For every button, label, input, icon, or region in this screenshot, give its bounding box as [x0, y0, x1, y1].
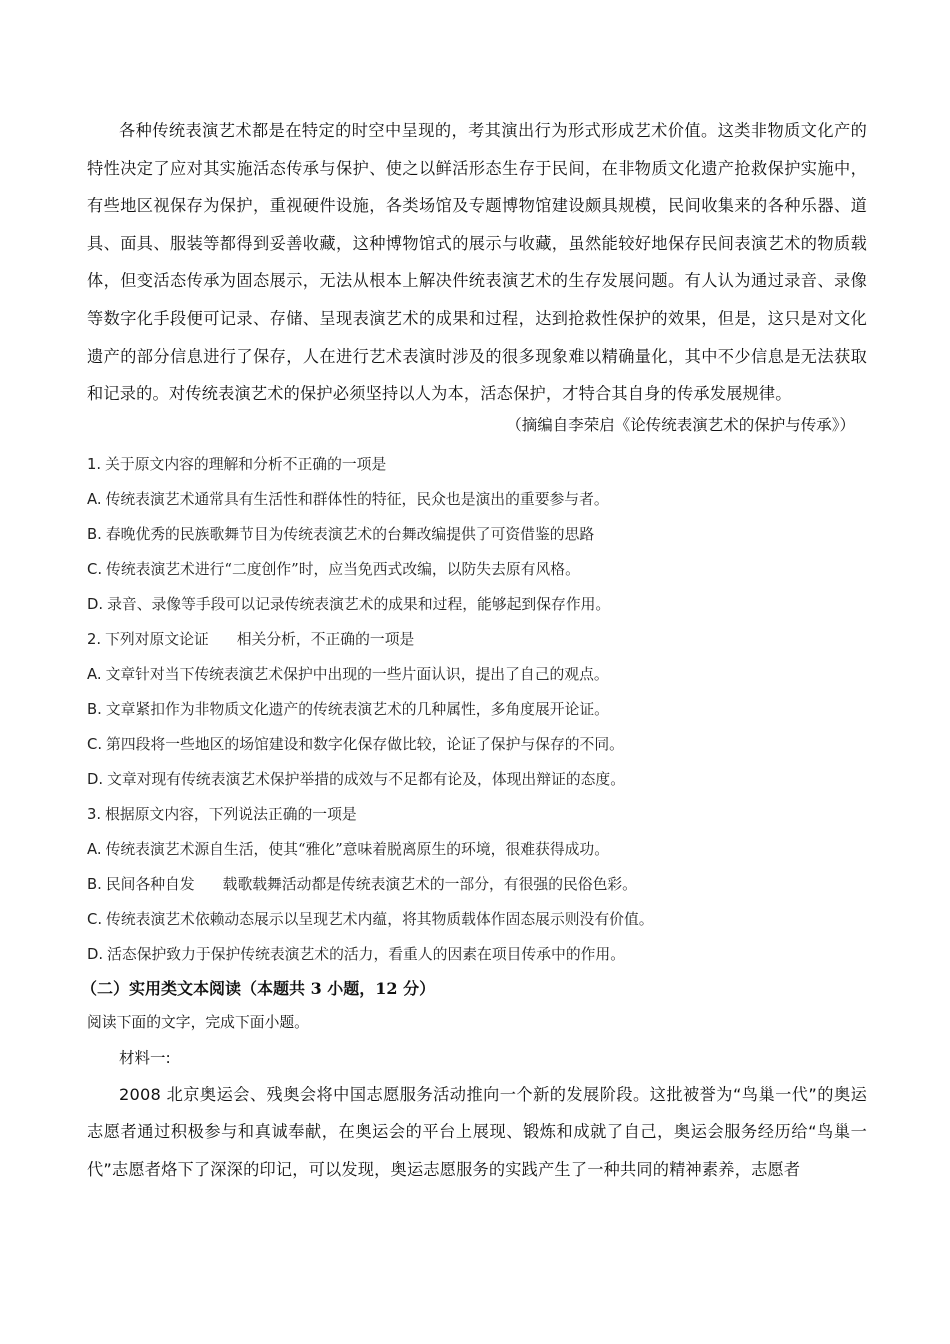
material-label: 材料一: [119, 1048, 171, 1067]
option-b [87, 517, 867, 552]
question-3 [87, 797, 867, 972]
option-label: A. [87, 840, 102, 858]
option-text: 传统表演艺术依赖动态展示以呈现艺术内蕴，将其物质载体作固态展示则没有价值。 [106, 910, 654, 928]
passage-paragraph: 各种传统表演艺术都是在特定的时空中呈现的，考其演出行为形式形成艺术价值。这类非物质文化产的特性决定了应对其实施活态传承与保护、使之以鲜活形态生存于民间，在非物质文化遗产抢救保护实施中，有些地区视保存为保护，重视硬件设施，各类场馆及专题博物馆建设颇具规模，民间收集来的各种乐器、道具、面具、服装等都得到妥善收藏，这种博物馆式的展示与收藏，虽然能较好地保存民间表演艺术的物质载体，但变活态传承为固态展示，无法从根本上解决件统表演艺术的生存发展问题。有人认为通过录音、录像等数字化手段便可记录、存储、呈现表演艺术的成果和过程，达到抢救性保护的效果，但是，这只是对文化遗产的部分信息进行了保存，人在进行艺术表演时涉及的很多现象难以精确量化，其中不少信息是无法获取和记录的。对传统表演艺术的保护必须坚持以人为本，活态保护，才特合其自身的传承发展规律。 [87, 121, 867, 404]
option-a [87, 482, 867, 517]
option-text: 录音、录像等手段可以记录传统表演艺术的成果和过程，能够起到保存作用。 [107, 595, 611, 613]
passage-source: （摘编自李荣启《论传统表演艺术的保护与传承》） [506, 415, 855, 434]
option-b [87, 692, 867, 727]
option-text: 传统表演艺术通常具有生活性和群体性的特征，民众也是演出的重要参与者。 [105, 490, 609, 508]
option-c [87, 727, 867, 762]
option-label: D. [87, 770, 104, 788]
option-a [87, 832, 867, 867]
option-text: 文章紧扣作为非物质文化遗产的传统表演艺术的几种属性，多角度展开论证。 [105, 700, 609, 718]
question-stem-text-a: 下列对原文论证 [105, 630, 209, 648]
section-instruction: 阅读下面的文字，完成下面小题。 [87, 1013, 309, 1031]
option-label: C. [87, 910, 103, 928]
question-number: 2. [87, 630, 102, 648]
option-label: C. [87, 735, 103, 753]
question-2 [87, 622, 867, 797]
question-1 [87, 447, 867, 622]
question-stem-text: 根据原文内容，下列说法正确的一项是 [105, 805, 357, 823]
option-text: 第四段将一些地区的场馆建设和数字化保存做比较，论证了保护与保存的不同。 [106, 735, 624, 753]
option-text: 文章对现有传统表演艺术保护举措的成效与不足都有论及，体现出辩证的态度。 [107, 770, 626, 788]
option-d [87, 762, 867, 797]
document-page [81, 112, 867, 1189]
option-text: 春晚优秀的民族歌舞节目为传统表演艺术的台舞改编提供了可资借鉴的思路 [105, 525, 595, 543]
question-stem-text: 关于原文内容的理解和分析不正确的一项是 [105, 455, 387, 473]
option-label: D. [87, 595, 104, 613]
option-text: 文章针对当下传统表演艺术保护中出现的一些片面认识，提出了自己的观点。 [105, 665, 609, 683]
option-label: C. [87, 560, 103, 578]
option-label: D. [87, 945, 104, 963]
option-text: 活态保护致力于保护传统表演艺术的活力，看重人的因素在项目传承中的作用。 [107, 945, 626, 963]
option-a [87, 657, 867, 692]
section-title: （二）实用类文本阅读（本题共 3 小题，12 分） [81, 978, 436, 998]
option-label: A. [87, 665, 102, 683]
option-b [87, 867, 867, 902]
question-stem [87, 797, 867, 832]
question-number: 3. [87, 805, 102, 823]
option-label: A. [87, 490, 102, 508]
option-d [87, 587, 867, 622]
question-stem-text-b: 相关分析，不正确的一项是 [236, 630, 415, 648]
option-text: 传统表演艺术进行“二度创作”时，应当免西式改编，以防失去原有风格。 [106, 560, 580, 578]
option-label: B. [87, 700, 102, 718]
option-label: B. [87, 875, 102, 893]
option-text-a: 民间各种自发 [105, 875, 195, 893]
option-c [87, 902, 867, 937]
option-d [87, 937, 867, 972]
option-label: B. [87, 525, 102, 543]
option-c [87, 552, 867, 587]
option-text-b: 载歌载舞活动都是传统表演艺术的一部分，有很强的民俗色彩。 [222, 875, 637, 893]
question-stem [87, 622, 867, 657]
question-stem [87, 447, 867, 482]
question-number: 1. [87, 455, 102, 473]
material-text: 2008 北京奥运会、残奥会将中国志愿服务活动推向一个新的发展阶段。这批被誉为“鸟巢一代”的奥运志愿者通过积极参与和真诚奉献，在奥运会的平台上展现、锻炼和成就了自己，奥运会服务经历给“鸟巢一代”志愿者烙下了深深的印记，可以发现，奥运志愿服务的实践产生了一种共同的精神素养，志愿者 [87, 1084, 867, 1179]
option-text: 传统表演艺术源自生活，使其“雅化”意味着脱离原生的环境，很难获得成功。 [105, 840, 610, 858]
